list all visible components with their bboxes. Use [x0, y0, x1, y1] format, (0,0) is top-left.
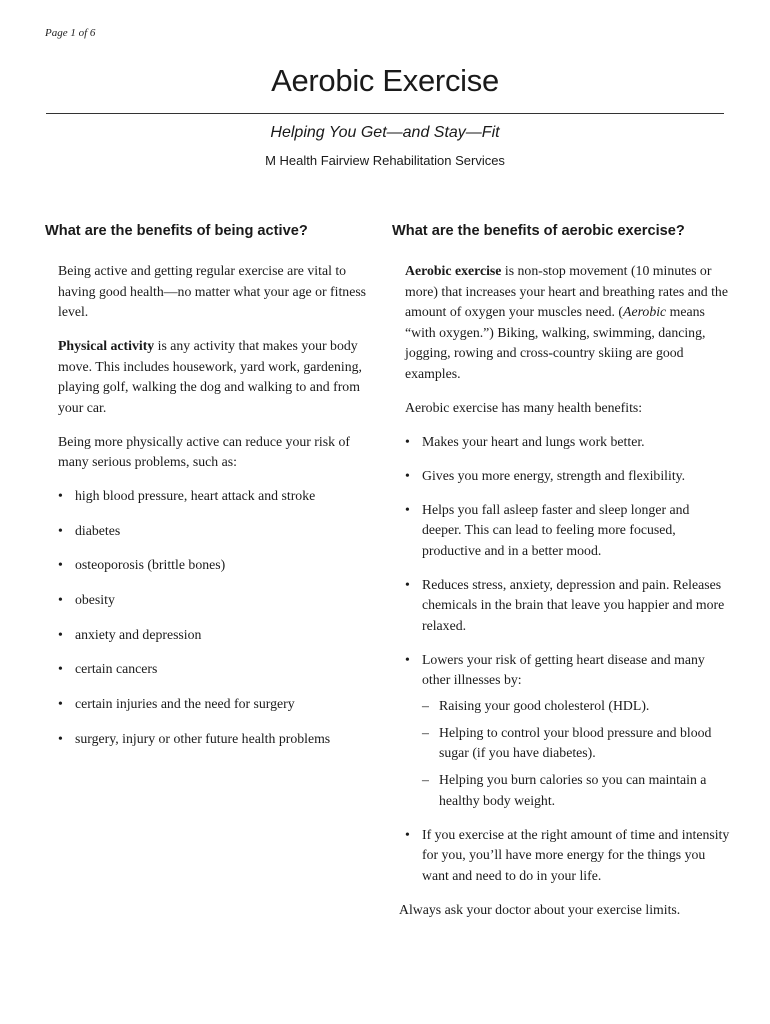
- risk-list: [58, 486, 380, 749]
- left-body: [45, 261, 380, 749]
- list-item: [405, 825, 732, 887]
- list-item-text: If you exercise at the right amount of time and intensity for you, you’ll have more energy for the things you want and need to do in your life.: [422, 826, 730, 883]
- list-item: [58, 625, 380, 646]
- closing-note: Always ask your doctor about your exercise limits.: [399, 902, 681, 918]
- aerobic-exercise-term: Aerobic exercise: [405, 263, 502, 278]
- list-item: [405, 466, 732, 487]
- right-paragraph-1-text-a: is non-stop movement (10 minutes or more) that increases your heart and breathing rates and the amount of oxygen your muscles need. (: [405, 263, 728, 319]
- benefits-list: [405, 432, 732, 887]
- right-paragraph-1: [405, 261, 732, 384]
- page-title: Aerobic Exercise: [271, 63, 499, 98]
- list-item: [58, 486, 380, 507]
- sub-list-item: [422, 723, 732, 764]
- bullet-icon: •: [405, 501, 410, 517]
- physical-activity-term: Physical activity: [58, 338, 155, 353]
- list-item-text: surgery, injury or other future health problems: [75, 730, 331, 746]
- bullet-icon: •: [58, 522, 63, 538]
- list-item-text: anxiety and depression: [75, 626, 202, 642]
- right-paragraph-1-text-b: means “with oxygen.”) Biking, walking, swimming, dancing, jogging, rowing and cross-country skiing are good examples.: [405, 304, 706, 381]
- dash-icon: –: [422, 772, 429, 788]
- sub-list-item: [422, 770, 732, 811]
- list-item-text: Makes your heart and lungs work better.: [422, 433, 645, 449]
- list-item: [58, 694, 380, 715]
- list-item-text: Gives you more energy, strength and flexibility.: [422, 467, 686, 483]
- list-item: [405, 432, 732, 453]
- list-item-text: diabetes: [75, 522, 121, 538]
- bullet-icon: •: [58, 661, 63, 677]
- organization-name: M Health Fairview Rehabilitation Services: [265, 153, 505, 168]
- bullet-icon: •: [405, 433, 410, 449]
- left-heading: What are the benefits of being active?: [45, 223, 308, 239]
- list-item-text: Reduces stress, anxiety, depression and pain. Releases chemicals in the brain that leave you happier and more relaxed.: [422, 576, 725, 633]
- left-paragraph-2: [58, 336, 380, 418]
- list-item-text: Helps you fall asleep faster and sleep longer and deeper. This can lead to feeling more focused, productive and in a better mood.: [422, 501, 690, 558]
- bullet-icon: •: [58, 557, 63, 573]
- page-subtitle: Helping You Get—and Stay—Fit: [270, 124, 500, 141]
- left-paragraph-2-text: is any activity that makes your body move. This includes housework, yard work, gardening, playing golf, walking the dog and walking to and from your car.: [58, 338, 362, 415]
- list-item: [405, 650, 732, 812]
- right-body: [392, 261, 732, 921]
- bullet-icon: •: [405, 826, 410, 842]
- bullet-icon: •: [58, 626, 63, 642]
- left-paragraph-3: Being more physically active can reduce your risk of many serious problems, such as:: [58, 433, 350, 469]
- right-column: [392, 220, 732, 921]
- list-item-text: high blood pressure, heart attack and stroke: [75, 488, 316, 503]
- sub-list: [422, 696, 732, 812]
- bullet-icon: •: [58, 488, 63, 503]
- list-item: [58, 521, 380, 542]
- aerobic-italic-term: Aerobic: [623, 304, 667, 319]
- list-item: [405, 575, 732, 637]
- left-paragraph-1: Being active and getting regular exercise are vital to having good health—no matter what your age or fitness level.: [58, 263, 367, 319]
- list-item: [58, 555, 380, 576]
- list-item: [58, 659, 380, 680]
- bullet-icon: •: [405, 467, 410, 483]
- right-paragraph-2: Aerobic exercise has many health benefits:: [405, 399, 643, 415]
- list-item-text: osteoporosis (brittle bones): [75, 557, 226, 573]
- bullet-icon: •: [405, 576, 410, 592]
- bullet-icon: •: [405, 651, 410, 667]
- page-number: Page 1 of 6: [45, 27, 96, 39]
- bullet-icon: •: [58, 730, 63, 746]
- left-column: [45, 220, 380, 764]
- sub-list-item: [422, 696, 732, 717]
- bullet-icon: •: [58, 592, 63, 608]
- sub-list-item-text: Helping to control your blood pressure and blood sugar (if you have diabetes).: [439, 724, 712, 761]
- list-item: [405, 500, 732, 562]
- list-item-text: certain cancers: [75, 661, 158, 677]
- list-item-text: certain injuries and the need for surgery: [75, 696, 295, 712]
- right-heading: What are the benefits of aerobic exercise?: [392, 223, 685, 239]
- list-item-text: Lowers your risk of getting heart disease and many other illnesses by:: [422, 651, 705, 688]
- bullet-icon: •: [58, 696, 63, 712]
- dash-icon: –: [422, 724, 429, 740]
- dash-icon: –: [422, 697, 429, 713]
- sub-list-item-text: Raising your good cholesterol (HDL).: [439, 697, 650, 713]
- list-item-text: obesity: [75, 592, 115, 608]
- sub-list-item-text: Helping you burn calories so you can maintain a healthy body weight.: [439, 772, 707, 808]
- list-item: [58, 729, 380, 750]
- title-divider: [46, 113, 724, 114]
- list-item: [58, 590, 380, 611]
